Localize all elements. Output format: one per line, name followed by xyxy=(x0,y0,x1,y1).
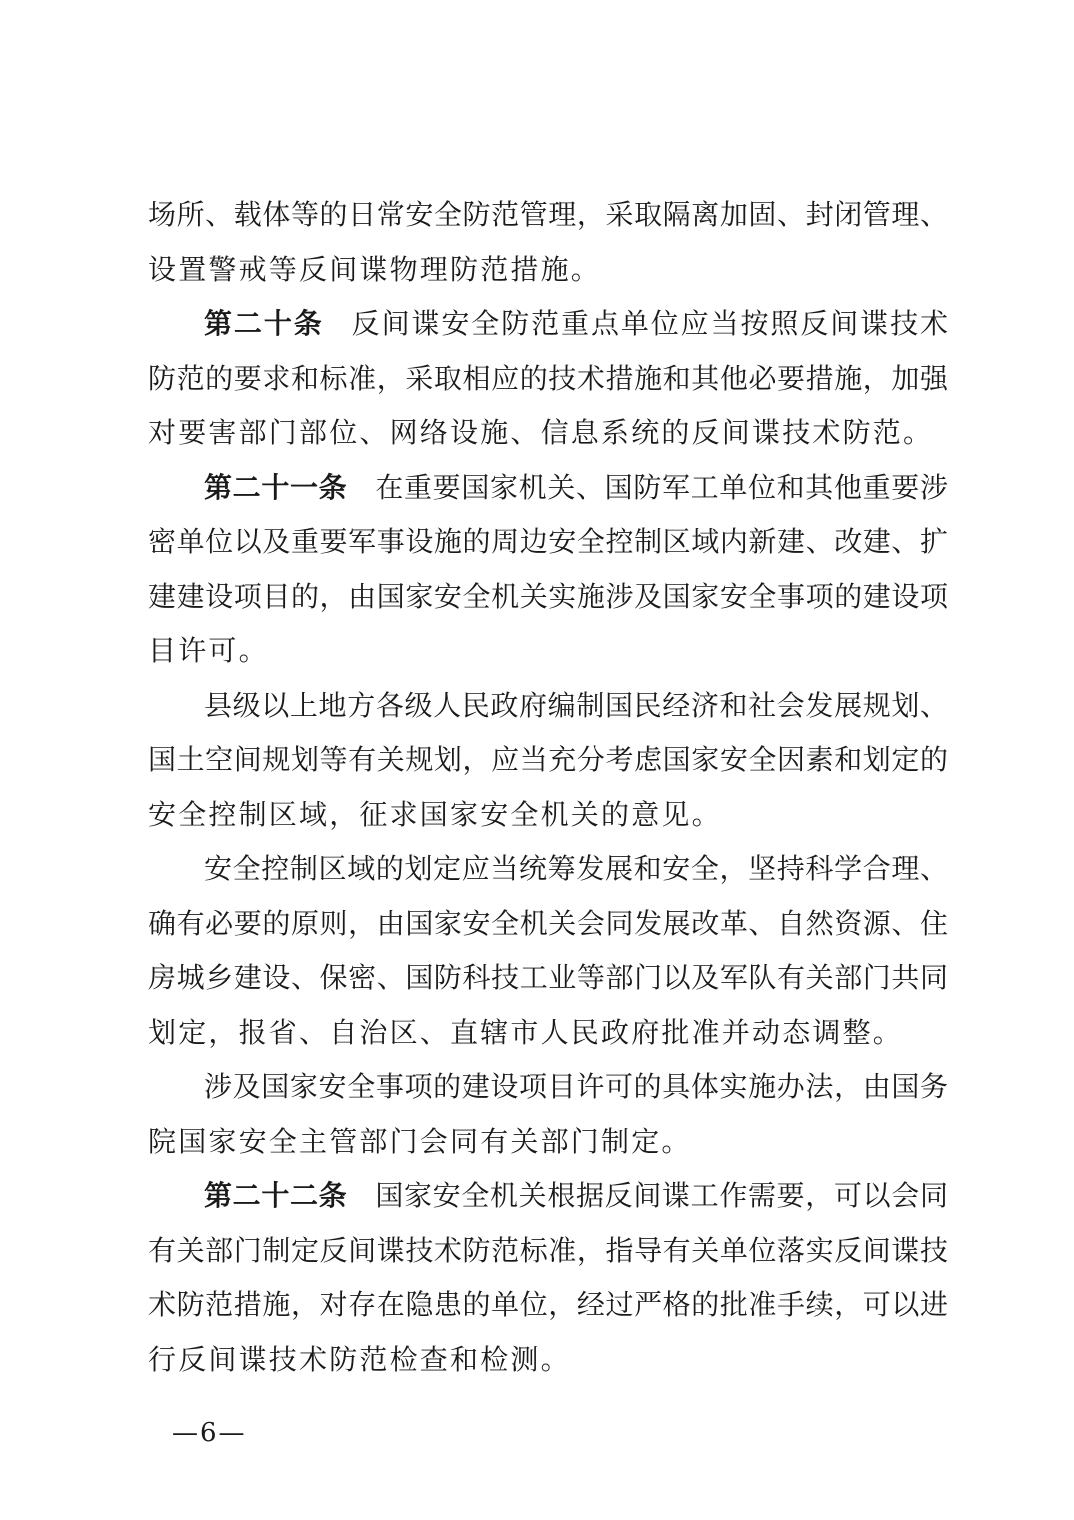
text-line: 院国家安全主管部门会同有关部门制定。 xyxy=(148,1124,692,1158)
article-title: 第二十条 xyxy=(204,307,324,340)
text-line: 涉及国家安全事项的建设项目许可的具体实施办法，由国务 xyxy=(204,1070,948,1103)
text-line: 确有必要的原则，由国家安全机关会同发展改革、自然资源、住 xyxy=(148,906,948,940)
text-segment: 国家安全机关根据反间谍工作需要，可以会同 xyxy=(375,1179,948,1212)
text-line: 建建设项目的，由国家安全机关实施涉及国家安全事项的建设项 xyxy=(148,579,948,613)
text-line: 密单位以及重要军事设施的周边安全控制区域内新建、改建、扩 xyxy=(148,525,948,558)
text-line: 场所、载体等的日常安全防范管理，采取隔离加固、封闭管理、 xyxy=(148,198,948,231)
text-line: 设置警戒等反间谍物理防范措施。 xyxy=(148,252,602,286)
article-22-first-line xyxy=(148,1169,948,1224)
text-line: 防范的要求和标准，采取相应的技术措施和其他必要措施，加强 xyxy=(148,361,948,395)
text-line: 对要害部门部位、网络设施、信息系统的反间谍技术防范。 xyxy=(148,416,934,449)
text-line: 有关部门制定反间谍技术防范标准，指导有关单位落实反间谍技 xyxy=(148,1233,948,1267)
document-body xyxy=(148,188,948,1387)
text-line: 安全控制区域，征求国家安全机关的意见。 xyxy=(148,797,722,831)
page-number: —6— xyxy=(172,1418,247,1448)
text-line: 行反间谍技术防范检查和检测。 xyxy=(148,1342,571,1376)
article-title: 第二十一条 xyxy=(204,470,348,504)
text-line: 术防范措施，对存在隐患的单位，经过严格的批准手续，可以进 xyxy=(148,1288,948,1321)
article-21-first-line xyxy=(148,461,948,516)
article-20-first-line xyxy=(148,297,948,352)
text-line: 房城乡建设、保密、国防科技工业等部门以及军队有关部门共同 xyxy=(148,961,948,994)
text-line: 国土空间规划等有关规划，应当充分考虑国家安全因素和划定的 xyxy=(148,743,948,776)
text-line: 安全控制区域的划定应当统筹发展和安全，坚持科学合理、 xyxy=(204,852,948,885)
text-line: 目许可。 xyxy=(148,634,269,667)
text-segment: 在重要国家机关、国防军工单位和其他重要涉 xyxy=(375,470,948,504)
text-line: 县级以上地方各级人民政府编制国民经济和社会发展规划、 xyxy=(204,688,948,722)
text-segment: 反间谍安全防范重点单位应当按照反间谍技术 xyxy=(351,307,948,340)
article-title: 第二十二条 xyxy=(204,1179,348,1212)
text-line: 划定，报省、自治区、直辖市人民政府批准并动态调整。 xyxy=(148,1015,904,1049)
